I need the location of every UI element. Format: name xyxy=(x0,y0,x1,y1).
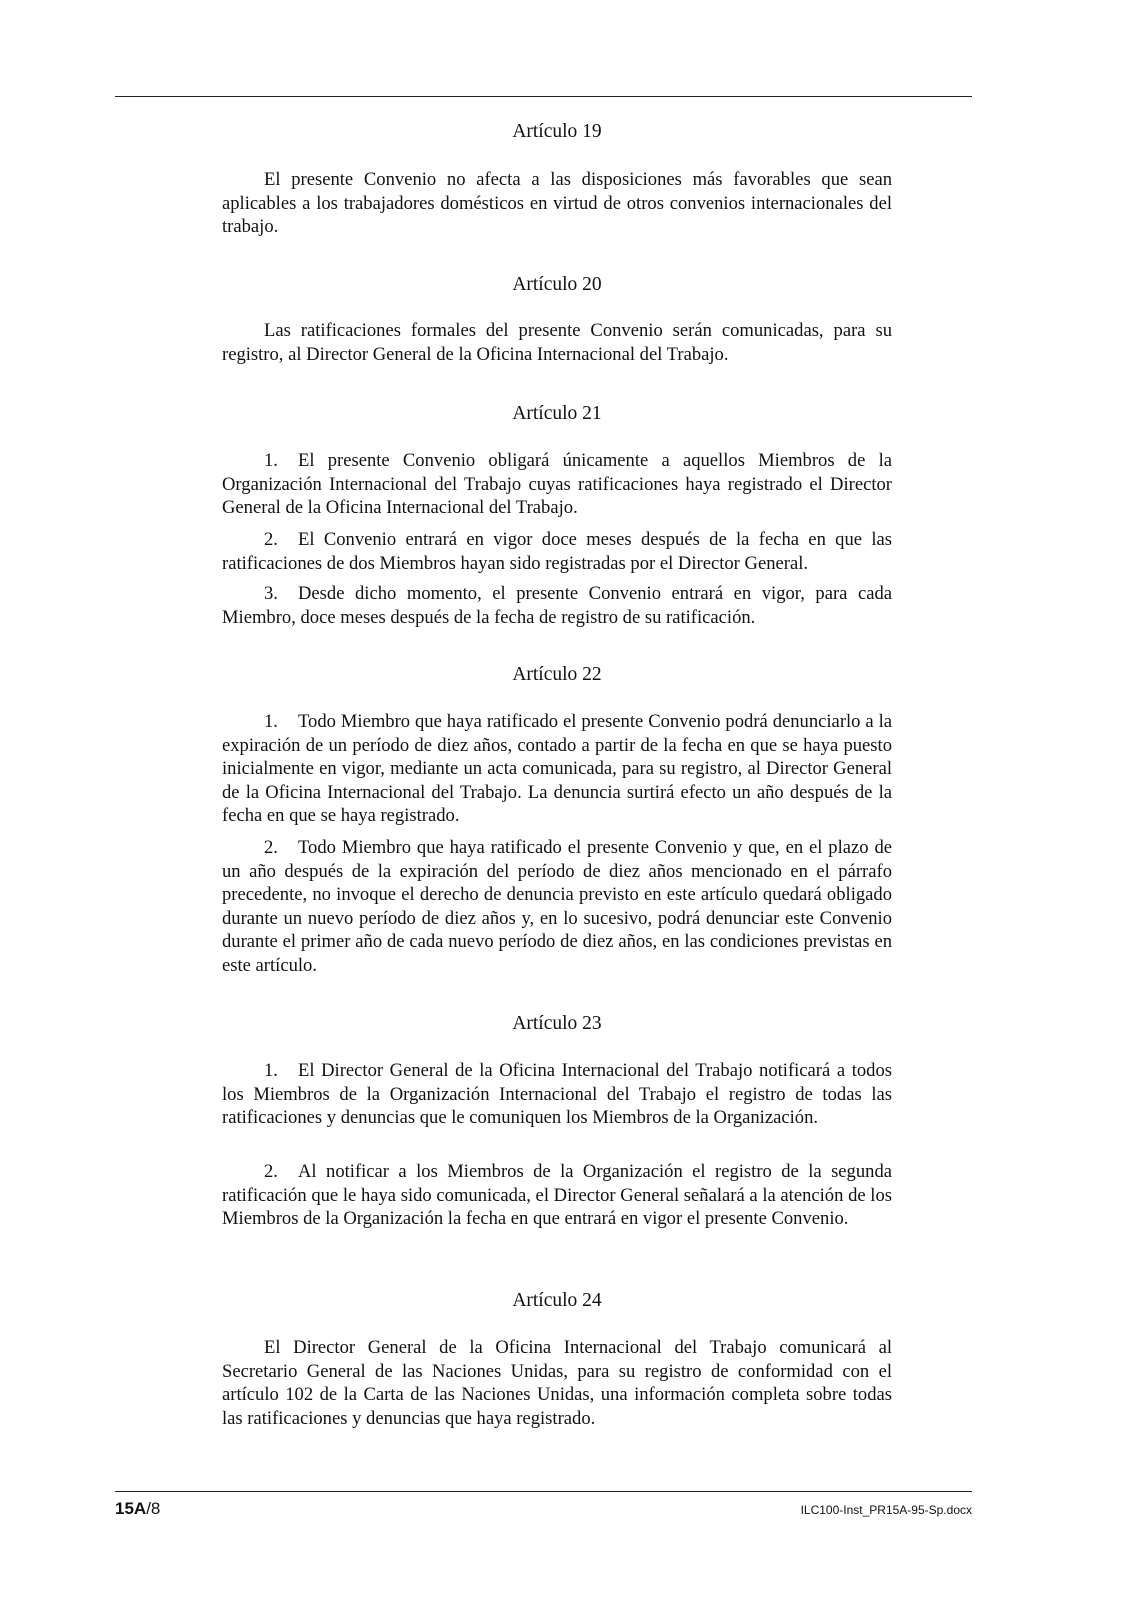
paragraph-number: 2. xyxy=(264,529,278,550)
footer-filename: ILC100-Inst_PR15A-95-Sp.docx xyxy=(800,1503,972,1517)
article-paragraph xyxy=(222,449,892,520)
article-paragraph xyxy=(222,168,892,239)
article-paragraph xyxy=(222,1336,892,1430)
article-heading: Artículo 24 xyxy=(512,1290,602,1311)
paragraph-text: El presente Convenio no afecta a las disposiciones más favorables que sean aplicables a los trabajadores domésticos en virtud de otros convenios internacionales del trabajo. xyxy=(222,169,892,238)
header-rule xyxy=(115,96,972,97)
article-paragraph xyxy=(222,836,892,978)
paragraph-number: 3. xyxy=(264,583,278,604)
paragraph-number: 2. xyxy=(264,837,278,858)
article-heading: Artículo 23 xyxy=(512,1013,602,1034)
page-number xyxy=(115,1499,160,1519)
article-heading: Artículo 21 xyxy=(512,403,602,424)
article-heading: Artículo 19 xyxy=(512,121,602,142)
article-paragraph xyxy=(222,528,892,575)
article-paragraph xyxy=(222,319,892,366)
article-paragraph xyxy=(222,710,892,828)
paragraph-number: 2. xyxy=(264,1161,278,1182)
paragraph-text: Las ratificaciones formales del presente Convenio serán comunicadas, para su registro, al Director General de la Oficina Internacional del Trabajo. xyxy=(222,320,892,365)
article-paragraph xyxy=(222,1059,892,1130)
footer-rule xyxy=(115,1491,972,1492)
paragraph-text: El presente Convenio obligará únicamente a aquellos Miembros de la Organización Internacional del Trabajo cuyas ratificaciones haya registrado el Director General de la Oficina Internacional del Trabajo. xyxy=(222,450,892,519)
paragraph-text: Desde dicho momento, el presente Convenio entrará en vigor, para cada Miembro, doce meses después de la fecha de registro de su ratificación. xyxy=(222,583,892,628)
paragraph-text: Al notificar a los Miembros de la Organización el registro de la segunda ratificación que le haya sido comunicada, el Director General señalará a la atención de los Miembros de la Organización la fecha en que entrará en vigor el presente Convenio. xyxy=(222,1161,892,1230)
page-number-index: /8 xyxy=(146,1499,161,1518)
paragraph-text: Todo Miembro que haya ratificado el presente Convenio y que, en el plazo de un año después de la expiración del período de diez años mencionado en el párrafo precedente, no invoque el derecho de denuncia previsto en este artículo quedará obligado durante un nuevo período de diez años y, en lo sucesivo, podrá denunciar este Convenio durante el primer año de cada nuevo período de diez años, en las condiciones previstas en este artículo. xyxy=(222,837,892,976)
page-number-section: 15A xyxy=(115,1499,147,1518)
article-paragraph xyxy=(222,1160,892,1231)
article-paragraph xyxy=(222,582,892,629)
paragraph-number: 1. xyxy=(264,711,278,732)
paragraph-text: El Director General de la Oficina Internacional del Trabajo comunicará al Secretario General de las Naciones Unidas, para su registro de conformidad con el artículo 102 de la Carta de las Naciones Unidas, una información completa sobre todas las ratificaciones y denuncias que haya registrado. xyxy=(222,1337,892,1429)
article-heading: Artículo 20 xyxy=(512,274,602,295)
paragraph-text: Todo Miembro que haya ratificado el presente Convenio podrá denunciarlo a la expiración de un período de diez años, contado a partir de la fecha en que se haya puesto inicialmente en vigor, mediante un acta comunicada, para su registro, al Director General de la Oficina Internacional del Trabajo. La denuncia surtirá efecto un año después de la fecha en que se haya registrado. xyxy=(222,711,892,827)
paragraph-number: 1. xyxy=(264,1060,278,1081)
article-heading: Artículo 22 xyxy=(512,664,602,685)
paragraph-text: El Director General de la Oficina Internacional del Trabajo notificará a todos los Miembros de la Organización Internacional del Trabajo el registro de todas las ratificaciones y denuncias que le comuniquen los Miembros de la Organización. xyxy=(222,1060,892,1129)
paragraph-text: El Convenio entrará en vigor doce meses después de la fecha en que las ratificaciones de dos Miembros hayan sido registradas por el Director General. xyxy=(222,529,892,574)
paragraph-number: 1. xyxy=(264,450,278,471)
